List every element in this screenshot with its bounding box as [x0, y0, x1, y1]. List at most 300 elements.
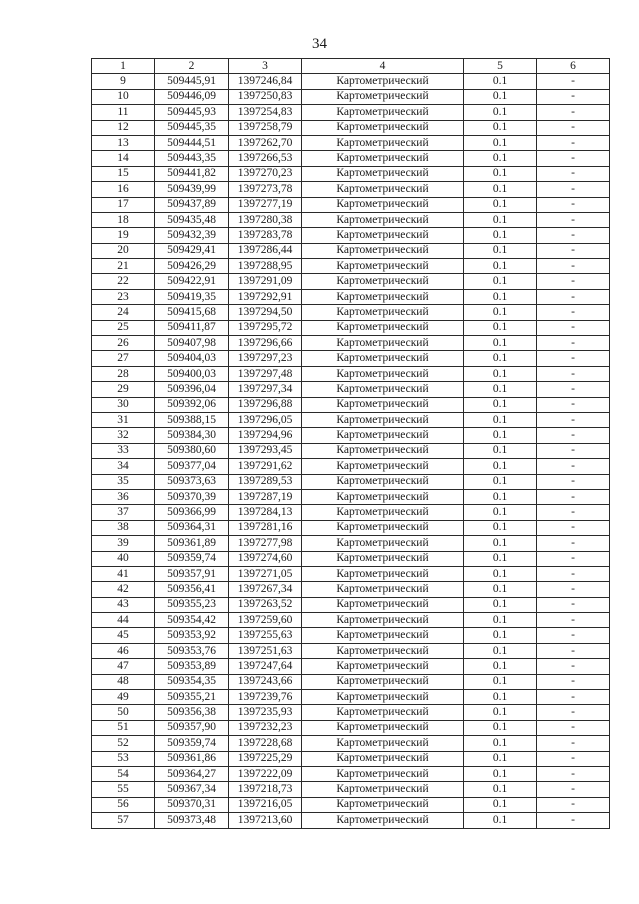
y-coordinate-cell: 1397273,78	[229, 182, 302, 197]
accuracy-cell: 0.1	[464, 412, 537, 427]
accuracy-cell: 0.1	[464, 320, 537, 335]
x-coordinate-cell: 509361,86	[155, 751, 229, 766]
x-coordinate-cell: 509353,89	[155, 659, 229, 674]
table-row	[92, 428, 610, 443]
accuracy-cell: 0.1	[464, 289, 537, 304]
y-coordinate-cell: 1397295,72	[229, 320, 302, 335]
description-cell: -	[537, 274, 610, 289]
y-coordinate-cell: 1397228,68	[229, 736, 302, 751]
y-coordinate-cell: 1397286,44	[229, 243, 302, 258]
accuracy-cell: 0.1	[464, 751, 537, 766]
description-cell: -	[537, 459, 610, 474]
description-cell: -	[537, 751, 610, 766]
table-row	[92, 274, 610, 289]
accuracy-cell: 0.1	[464, 690, 537, 705]
y-coordinate-cell: 1397292,91	[229, 289, 302, 304]
accuracy-cell: 0.1	[464, 166, 537, 181]
x-coordinate-cell: 509446,09	[155, 89, 229, 104]
x-coordinate-cell: 509400,03	[155, 366, 229, 381]
y-coordinate-cell: 1397216,05	[229, 797, 302, 812]
x-coordinate-cell: 509366,99	[155, 505, 229, 520]
x-coordinate-cell: 509361,89	[155, 536, 229, 551]
accuracy-cell: 0.1	[464, 259, 537, 274]
point-number-cell: 51	[92, 720, 155, 735]
y-coordinate-cell: 1397266,53	[229, 151, 302, 166]
point-number-cell: 34	[92, 459, 155, 474]
description-cell: -	[537, 628, 610, 643]
x-coordinate-cell: 509356,41	[155, 582, 229, 597]
method-cell: Картометрический	[302, 443, 464, 458]
x-coordinate-cell: 509419,35	[155, 289, 229, 304]
description-cell: -	[537, 551, 610, 566]
description-cell: -	[537, 366, 610, 381]
accuracy-cell: 0.1	[464, 520, 537, 535]
y-coordinate-cell: 1397246,84	[229, 74, 302, 89]
accuracy-cell: 0.1	[464, 105, 537, 120]
description-cell: -	[537, 243, 610, 258]
y-coordinate-cell: 1397291,09	[229, 274, 302, 289]
point-number-cell: 11	[92, 105, 155, 120]
y-coordinate-cell: 1397218,73	[229, 782, 302, 797]
method-cell: Картометрический	[302, 459, 464, 474]
point-number-cell: 38	[92, 520, 155, 535]
point-number-cell: 57	[92, 813, 155, 828]
y-coordinate-cell: 1397289,53	[229, 474, 302, 489]
description-cell: -	[537, 259, 610, 274]
y-coordinate-cell: 1397263,52	[229, 597, 302, 612]
method-cell: Картометрический	[302, 474, 464, 489]
column-header: 1	[92, 59, 155, 74]
column-header: 5	[464, 59, 537, 74]
x-coordinate-cell: 509422,91	[155, 274, 229, 289]
point-number-cell: 49	[92, 690, 155, 705]
y-coordinate-cell: 1397225,29	[229, 751, 302, 766]
table-row	[92, 736, 610, 751]
y-coordinate-cell: 1397287,19	[229, 489, 302, 504]
method-cell: Картометрический	[302, 505, 464, 520]
x-coordinate-cell: 509359,74	[155, 736, 229, 751]
x-coordinate-cell: 509392,06	[155, 397, 229, 412]
y-coordinate-cell: 1397247,64	[229, 659, 302, 674]
x-coordinate-cell: 509437,89	[155, 197, 229, 212]
accuracy-cell: 0.1	[464, 736, 537, 751]
accuracy-cell: 0.1	[464, 197, 537, 212]
table-row	[92, 813, 610, 828]
method-cell: Картометрический	[302, 782, 464, 797]
page-number: 34	[312, 36, 327, 52]
point-number-cell: 21	[92, 259, 155, 274]
table-row	[92, 782, 610, 797]
accuracy-cell: 0.1	[464, 228, 537, 243]
method-cell: Картометрический	[302, 135, 464, 150]
y-coordinate-cell: 1397277,98	[229, 536, 302, 551]
method-cell: Картометрический	[302, 105, 464, 120]
table-row	[92, 582, 610, 597]
x-coordinate-cell: 509355,23	[155, 597, 229, 612]
description-cell: -	[537, 566, 610, 581]
table-row	[92, 105, 610, 120]
table-row	[92, 659, 610, 674]
x-coordinate-cell: 509370,39	[155, 489, 229, 504]
description-cell: -	[537, 782, 610, 797]
method-cell: Картометрический	[302, 382, 464, 397]
column-header: 4	[302, 59, 464, 74]
method-cell: Картометрический	[302, 705, 464, 720]
point-number-cell: 42	[92, 582, 155, 597]
point-number-cell: 23	[92, 289, 155, 304]
table-row	[92, 690, 610, 705]
x-coordinate-cell: 509370,31	[155, 797, 229, 812]
point-number-cell: 47	[92, 659, 155, 674]
description-cell: -	[537, 228, 610, 243]
x-coordinate-cell: 509445,93	[155, 105, 229, 120]
x-coordinate-cell: 509404,03	[155, 351, 229, 366]
accuracy-cell: 0.1	[464, 382, 537, 397]
point-number-cell: 15	[92, 166, 155, 181]
method-cell: Картометрический	[302, 520, 464, 535]
description-cell: -	[537, 489, 610, 504]
y-coordinate-cell: 1397296,66	[229, 336, 302, 351]
point-number-cell: 41	[92, 566, 155, 581]
y-coordinate-cell: 1397222,09	[229, 766, 302, 781]
accuracy-cell: 0.1	[464, 443, 537, 458]
method-cell: Картометрический	[302, 212, 464, 227]
point-number-cell: 22	[92, 274, 155, 289]
y-coordinate-cell: 1397262,70	[229, 135, 302, 150]
table-row	[92, 74, 610, 89]
y-coordinate-cell: 1397274,60	[229, 551, 302, 566]
x-coordinate-cell: 509357,90	[155, 720, 229, 735]
x-coordinate-cell: 509435,48	[155, 212, 229, 227]
method-cell: Картометрический	[302, 305, 464, 320]
x-coordinate-cell: 509407,98	[155, 336, 229, 351]
table-row	[92, 705, 610, 720]
description-cell: -	[537, 336, 610, 351]
description-cell: -	[537, 659, 610, 674]
description-cell: -	[537, 736, 610, 751]
accuracy-cell: 0.1	[464, 613, 537, 628]
y-coordinate-cell: 1397296,88	[229, 397, 302, 412]
accuracy-cell: 0.1	[464, 182, 537, 197]
point-number-cell: 26	[92, 336, 155, 351]
table-row	[92, 166, 610, 181]
table-row	[92, 474, 610, 489]
accuracy-cell: 0.1	[464, 474, 537, 489]
method-cell: Картометрический	[302, 736, 464, 751]
x-coordinate-cell: 509353,76	[155, 643, 229, 658]
method-cell: Картометрический	[302, 766, 464, 781]
table-row	[92, 628, 610, 643]
method-cell: Картометрический	[302, 412, 464, 427]
x-coordinate-cell: 509364,31	[155, 520, 229, 535]
point-number-cell: 40	[92, 551, 155, 566]
y-coordinate-cell: 1397291,62	[229, 459, 302, 474]
accuracy-cell: 0.1	[464, 428, 537, 443]
accuracy-cell: 0.1	[464, 813, 537, 828]
x-coordinate-cell: 509444,51	[155, 135, 229, 150]
point-number-cell: 46	[92, 643, 155, 658]
y-coordinate-cell: 1397213,60	[229, 813, 302, 828]
point-number-cell: 33	[92, 443, 155, 458]
y-coordinate-cell: 1397284,13	[229, 505, 302, 520]
x-coordinate-cell: 509367,34	[155, 782, 229, 797]
description-cell: -	[537, 520, 610, 535]
table-row	[92, 766, 610, 781]
accuracy-cell: 0.1	[464, 782, 537, 797]
accuracy-cell: 0.1	[464, 505, 537, 520]
point-number-cell: 39	[92, 536, 155, 551]
x-coordinate-cell: 509439,99	[155, 182, 229, 197]
method-cell: Картометрический	[302, 551, 464, 566]
table-row	[92, 720, 610, 735]
point-number-cell: 19	[92, 228, 155, 243]
table-row	[92, 212, 610, 227]
method-cell: Картометрический	[302, 259, 464, 274]
description-cell: -	[537, 151, 610, 166]
table-row	[92, 336, 610, 351]
table-row	[92, 305, 610, 320]
description-cell: -	[537, 74, 610, 89]
accuracy-cell: 0.1	[464, 89, 537, 104]
description-cell: -	[537, 135, 610, 150]
table-row	[92, 243, 610, 258]
method-cell: Картометрический	[302, 813, 464, 828]
description-cell: -	[537, 813, 610, 828]
method-cell: Картометрический	[302, 690, 464, 705]
table-row	[92, 182, 610, 197]
y-coordinate-cell: 1397259,60	[229, 613, 302, 628]
description-cell: -	[537, 766, 610, 781]
y-coordinate-cell: 1397270,23	[229, 166, 302, 181]
accuracy-cell: 0.1	[464, 212, 537, 227]
accuracy-cell: 0.1	[464, 705, 537, 720]
method-cell: Картометрический	[302, 197, 464, 212]
x-coordinate-cell: 509441,82	[155, 166, 229, 181]
x-coordinate-cell: 509411,87	[155, 320, 229, 335]
y-coordinate-cell: 1397294,50	[229, 305, 302, 320]
accuracy-cell: 0.1	[464, 489, 537, 504]
point-number-cell: 29	[92, 382, 155, 397]
x-coordinate-cell: 509354,42	[155, 613, 229, 628]
method-cell: Картометрический	[302, 536, 464, 551]
description-cell: -	[537, 613, 610, 628]
y-coordinate-cell: 1397288,95	[229, 259, 302, 274]
method-cell: Картометрический	[302, 274, 464, 289]
method-cell: Картометрический	[302, 397, 464, 412]
table-row	[92, 566, 610, 581]
description-cell: -	[537, 212, 610, 227]
y-coordinate-cell: 1397255,63	[229, 628, 302, 643]
point-number-cell: 24	[92, 305, 155, 320]
header-row	[92, 59, 610, 74]
description-cell: -	[537, 182, 610, 197]
point-number-cell: 14	[92, 151, 155, 166]
accuracy-cell: 0.1	[464, 120, 537, 135]
y-coordinate-cell: 1397271,05	[229, 566, 302, 581]
table-row	[92, 751, 610, 766]
description-cell: -	[537, 643, 610, 658]
point-number-cell: 53	[92, 751, 155, 766]
table-row	[92, 459, 610, 474]
accuracy-cell: 0.1	[464, 659, 537, 674]
table-row	[92, 382, 610, 397]
y-coordinate-cell: 1397254,83	[229, 105, 302, 120]
y-coordinate-cell: 1397294,96	[229, 428, 302, 443]
accuracy-cell: 0.1	[464, 766, 537, 781]
y-coordinate-cell: 1397281,16	[229, 520, 302, 535]
table-row	[92, 259, 610, 274]
method-cell: Картометрический	[302, 366, 464, 381]
description-cell: -	[537, 443, 610, 458]
accuracy-cell: 0.1	[464, 628, 537, 643]
point-number-cell: 28	[92, 366, 155, 381]
y-coordinate-cell: 1397235,93	[229, 705, 302, 720]
method-cell: Картометрический	[302, 566, 464, 581]
y-coordinate-cell: 1397267,34	[229, 582, 302, 597]
accuracy-cell: 0.1	[464, 597, 537, 612]
method-cell: Картометрический	[302, 243, 464, 258]
column-header: 3	[229, 59, 302, 74]
x-coordinate-cell: 509377,04	[155, 459, 229, 474]
x-coordinate-cell: 509373,48	[155, 813, 229, 828]
point-number-cell: 30	[92, 397, 155, 412]
table-row	[92, 505, 610, 520]
y-coordinate-cell: 1397232,23	[229, 720, 302, 735]
x-coordinate-cell: 509432,39	[155, 228, 229, 243]
table-row	[92, 120, 610, 135]
point-number-cell: 16	[92, 182, 155, 197]
x-coordinate-cell: 509388,15	[155, 412, 229, 427]
table-row	[92, 443, 610, 458]
description-cell: -	[537, 674, 610, 689]
method-cell: Картометрический	[302, 166, 464, 181]
accuracy-cell: 0.1	[464, 135, 537, 150]
table-row	[92, 551, 610, 566]
y-coordinate-cell: 1397277,19	[229, 197, 302, 212]
table-row	[92, 351, 610, 366]
method-cell: Картометрический	[302, 151, 464, 166]
description-cell: -	[537, 105, 610, 120]
point-number-cell: 52	[92, 736, 155, 751]
y-coordinate-cell: 1397243,66	[229, 674, 302, 689]
method-cell: Картометрический	[302, 89, 464, 104]
description-cell: -	[537, 397, 610, 412]
description-cell: -	[537, 320, 610, 335]
point-number-cell: 17	[92, 197, 155, 212]
method-cell: Картометрический	[302, 351, 464, 366]
table-header	[92, 59, 610, 74]
description-cell: -	[537, 536, 610, 551]
x-coordinate-cell: 509380,60	[155, 443, 229, 458]
accuracy-cell: 0.1	[464, 674, 537, 689]
table-row	[92, 320, 610, 335]
description-cell: -	[537, 89, 610, 104]
x-coordinate-cell: 509355,21	[155, 690, 229, 705]
y-coordinate-cell: 1397251,63	[229, 643, 302, 658]
x-coordinate-cell: 509356,38	[155, 705, 229, 720]
x-coordinate-cell: 509443,35	[155, 151, 229, 166]
table-row	[92, 228, 610, 243]
description-cell: -	[537, 289, 610, 304]
accuracy-cell: 0.1	[464, 797, 537, 812]
method-cell: Картометрический	[302, 797, 464, 812]
x-coordinate-cell: 509426,29	[155, 259, 229, 274]
method-cell: Картометрический	[302, 320, 464, 335]
y-coordinate-cell: 1397297,34	[229, 382, 302, 397]
x-coordinate-cell: 509384,30	[155, 428, 229, 443]
method-cell: Картометрический	[302, 751, 464, 766]
method-cell: Картометрический	[302, 428, 464, 443]
method-cell: Картометрический	[302, 659, 464, 674]
accuracy-cell: 0.1	[464, 566, 537, 581]
method-cell: Картометрический	[302, 74, 464, 89]
method-cell: Картометрический	[302, 489, 464, 504]
table-row	[92, 366, 610, 381]
y-coordinate-cell: 1397258,79	[229, 120, 302, 135]
x-coordinate-cell: 509364,27	[155, 766, 229, 781]
table-row	[92, 89, 610, 104]
y-coordinate-cell: 1397280,38	[229, 212, 302, 227]
x-coordinate-cell: 509373,63	[155, 474, 229, 489]
x-coordinate-cell: 509415,68	[155, 305, 229, 320]
method-cell: Картометрический	[302, 336, 464, 351]
y-coordinate-cell: 1397297,23	[229, 351, 302, 366]
point-number-cell: 48	[92, 674, 155, 689]
point-number-cell: 55	[92, 782, 155, 797]
method-cell: Картометрический	[302, 613, 464, 628]
column-header: 6	[537, 59, 610, 74]
table-body	[92, 74, 610, 828]
accuracy-cell: 0.1	[464, 643, 537, 658]
method-cell: Картометрический	[302, 228, 464, 243]
method-cell: Картометрический	[302, 674, 464, 689]
description-cell: -	[537, 797, 610, 812]
description-cell: -	[537, 305, 610, 320]
description-cell: -	[537, 166, 610, 181]
description-cell: -	[537, 705, 610, 720]
point-number-cell: 56	[92, 797, 155, 812]
point-number-cell: 10	[92, 89, 155, 104]
method-cell: Картометрический	[302, 120, 464, 135]
x-coordinate-cell: 509445,91	[155, 74, 229, 89]
accuracy-cell: 0.1	[464, 336, 537, 351]
x-coordinate-cell: 509353,92	[155, 628, 229, 643]
method-cell: Картометрический	[302, 597, 464, 612]
accuracy-cell: 0.1	[464, 305, 537, 320]
table-row	[92, 135, 610, 150]
description-cell: -	[537, 582, 610, 597]
method-cell: Картометрический	[302, 628, 464, 643]
point-number-cell: 54	[92, 766, 155, 781]
point-number-cell: 32	[92, 428, 155, 443]
x-coordinate-cell: 509429,41	[155, 243, 229, 258]
point-number-cell: 50	[92, 705, 155, 720]
table-row	[92, 289, 610, 304]
method-cell: Картометрический	[302, 182, 464, 197]
description-cell: -	[537, 720, 610, 735]
description-cell: -	[537, 120, 610, 135]
accuracy-cell: 0.1	[464, 274, 537, 289]
accuracy-cell: 0.1	[464, 243, 537, 258]
accuracy-cell: 0.1	[464, 351, 537, 366]
accuracy-cell: 0.1	[464, 720, 537, 735]
point-number-cell: 25	[92, 320, 155, 335]
accuracy-cell: 0.1	[464, 74, 537, 89]
description-cell: -	[537, 382, 610, 397]
y-coordinate-cell: 1397283,78	[229, 228, 302, 243]
table-row	[92, 151, 610, 166]
point-number-cell: 35	[92, 474, 155, 489]
